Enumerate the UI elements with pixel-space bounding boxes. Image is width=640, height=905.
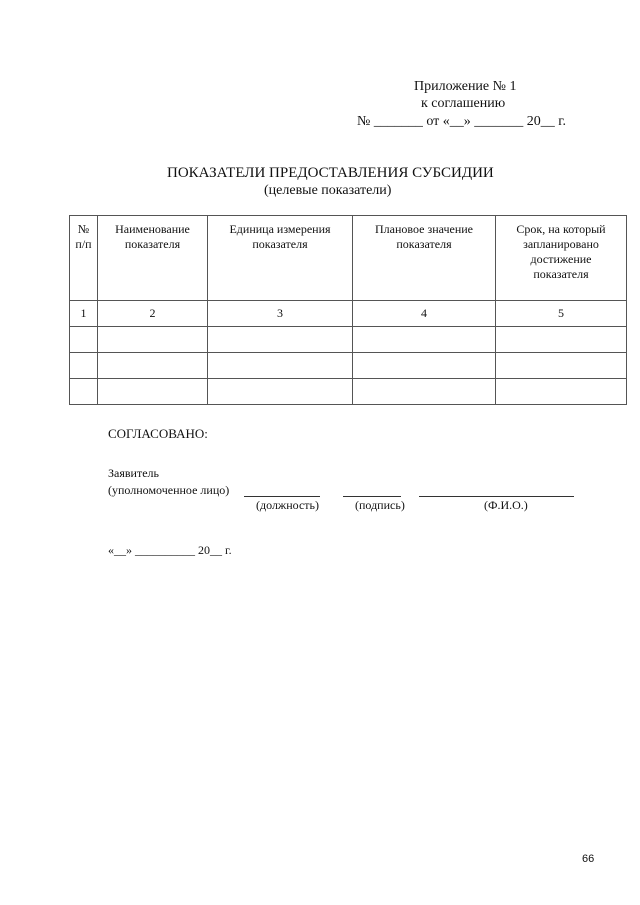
signature-caption: (подпись) — [355, 498, 405, 512]
numbering-cell: 2 — [98, 301, 208, 327]
name-caption: (Ф.И.О.) — [484, 498, 528, 512]
numbering-cell: 5 — [496, 301, 627, 327]
table-cell — [98, 327, 208, 353]
header-cell-number: № п/п — [70, 216, 98, 301]
numbering-cell: 3 — [208, 301, 353, 327]
table-numbering-row — [70, 301, 627, 327]
table-cell — [70, 379, 98, 405]
numbering-cell: 4 — [353, 301, 496, 327]
authorized-person-label: (уполномоченное лицо) — [108, 483, 230, 497]
table-cell — [353, 327, 496, 353]
header-cell-unit: Единица измерения показателя — [208, 216, 353, 301]
table-cell — [496, 379, 627, 405]
table-cell — [98, 353, 208, 379]
header-cell-planned-value: Плановое значение показателя — [353, 216, 496, 301]
name-blank-line — [419, 496, 574, 497]
table-cell — [353, 353, 496, 379]
approval-date-line: «__» __________ 20__ г. — [108, 543, 232, 557]
table-row — [70, 353, 627, 379]
table-cell — [208, 379, 353, 405]
table-cell — [496, 353, 627, 379]
table-row — [70, 379, 627, 405]
applicant-label: Заявитель — [108, 466, 159, 480]
page-number: 66 — [582, 853, 595, 865]
table-cell — [353, 379, 496, 405]
header-cell-indicator-name: Наименование показателя — [98, 216, 208, 301]
document-subtitle: (целевые показатели) — [264, 183, 392, 198]
appendix-number-date-line: № _______ от «__» _______ 20__ г. — [357, 114, 566, 129]
numbering-cell: 1 — [70, 301, 98, 327]
appendix-agreement-line: к соглашению — [421, 96, 506, 111]
indicators-table — [69, 215, 627, 405]
table-cell — [98, 379, 208, 405]
table-row — [70, 327, 627, 353]
table-cell — [496, 327, 627, 353]
table-header-row — [70, 216, 627, 301]
table-cell — [70, 353, 98, 379]
table-cell — [70, 327, 98, 353]
position-caption: (должность) — [256, 498, 319, 512]
signature-blank-line — [343, 496, 401, 497]
table-cell — [208, 353, 353, 379]
agreed-label: СОГЛАСОВАНО: — [108, 426, 208, 441]
header-cell-deadline: Срок, на который запланировано достижение показателя — [496, 216, 627, 301]
document-title: ПОКАЗАТЕЛИ ПРЕДОСТАВЛЕНИЯ СУБСИДИИ — [167, 165, 494, 181]
appendix-title: Приложение № 1 — [414, 79, 517, 94]
position-blank-line — [244, 496, 320, 497]
table-cell — [208, 327, 353, 353]
